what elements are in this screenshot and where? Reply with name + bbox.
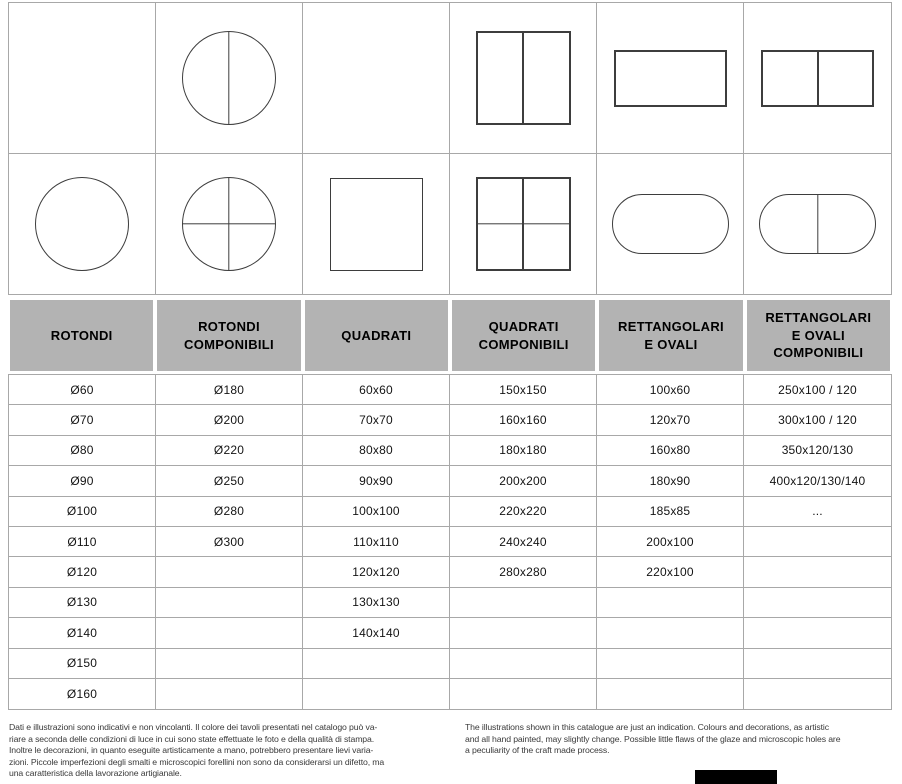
size-cell: Ø200 [156,405,303,435]
shape-cell [156,154,303,294]
size-cell: 220x100 [597,557,744,587]
size-cell: 250x100 / 120 [744,375,891,405]
text-line: Inoltre le decorazioni, in quanto eseguite artisticamente a mano, potrebbero presentare lievi varia- [9,745,374,755]
size-cell: Ø130 [9,588,156,618]
size-cell [744,649,891,679]
size-cell [744,679,891,709]
size-cell [303,649,450,679]
size-cell [450,588,597,618]
text-line: a peculiarity of the craft made process. [465,745,610,755]
size-cell: Ø300 [156,527,303,557]
size-cell [156,649,303,679]
size-cell: 300x100 / 120 [744,405,891,435]
size-cell: Ø70 [9,405,156,435]
size-cell: Ø60 [9,375,156,405]
shape-cell [9,154,156,294]
shape-cell [450,154,597,294]
size-cell: 80x80 [303,436,450,466]
size-cell: Ø120 [9,557,156,587]
size-cell: ... [744,497,891,527]
column-header-quadrati: QUADRATI [305,300,448,371]
disclaimer-italian [9,722,455,780]
size-cell: Ø250 [156,466,303,496]
text-line: riare a seconda delle condizioni di luce in cui sono state effettuate le foto e della qualità di stampa. [9,733,375,744]
size-cell [597,588,744,618]
square-split-4-icon [476,177,571,271]
shape-cell [9,3,156,154]
size-cell: 60x60 [303,375,450,405]
size-cell [450,649,597,679]
size-cell: 110x110 [303,527,450,557]
size-cell [597,618,744,648]
size-cell: 120x70 [597,405,744,435]
rectangle-icon [614,50,727,107]
size-cell: 140x140 [303,618,450,648]
size-cell: Ø110 [9,527,156,557]
size-cell [450,618,597,648]
size-cell: Ø220 [156,436,303,466]
shape-cell [597,3,744,154]
size-cell: 240x240 [450,527,597,557]
shape-cell [303,3,450,154]
size-cell: 100x100 [303,497,450,527]
size-cell: 180x90 [597,466,744,496]
catalog-table [8,2,892,710]
text-line: Dati e illustrazioni sono indicativi e non vincolanti. Il colore dei tavoli presentati nel catalogo può va- [9,722,378,732]
column-header-rotondi-componibili: ROTONDI COMPONIBILI [157,300,300,371]
size-cell: 160x160 [450,405,597,435]
shape-cell [450,3,597,154]
column-header-row [8,300,892,371]
size-cell: Ø180 [156,375,303,405]
square-split-2-icon [476,31,571,125]
size-cell: 70x70 [303,405,450,435]
size-cell: Ø140 [9,618,156,648]
size-cell [744,588,891,618]
size-cell: 200x200 [450,466,597,496]
column-header-quadrati-componibili: QUADRATI COMPONIBILI [452,300,595,371]
size-cell: Ø280 [156,497,303,527]
size-cell [156,618,303,648]
size-table [8,374,892,710]
shape-cell [744,3,891,154]
text-line: zioni. Piccole imperfezioni degli smalti e microscopici forellini non sono da considerarsi un difetto, ma [9,756,385,767]
shape-diagram-grid [8,2,892,295]
size-cell: Ø80 [9,436,156,466]
size-cell: 150x150 [450,375,597,405]
size-cell [303,679,450,709]
size-cell: 185x85 [597,497,744,527]
shape-cell [597,154,744,294]
oval-split-2-icon [759,194,876,254]
size-cell: 100x60 [597,375,744,405]
size-cell: Ø100 [9,497,156,527]
rectangle-split-2-icon [761,50,874,107]
shape-cell [156,3,303,154]
size-cell [450,679,597,709]
size-cell: 90x90 [303,466,450,496]
text-line: The illustrations shown in this catalogue are just an indication. Colours and decorations, as artistic [465,722,829,732]
size-cell [744,527,891,557]
oval-icon [612,194,729,254]
circle-split-4-icon [182,177,276,271]
size-cell: 220x220 [450,497,597,527]
column-header-rettangolari-ovali: RETTANGOLARI E OVALI [599,300,742,371]
column-header-rettangolari-ovali-componibili: RETTANGOLARI E OVALI COMPONIBILI [747,300,890,371]
size-cell: Ø150 [9,649,156,679]
disclaimer-english [465,722,893,780]
size-cell: 350x120/130 [744,436,891,466]
size-cell [156,679,303,709]
size-cell: 180x180 [450,436,597,466]
text-line: and all hand painted, may slightly change. Possible little flaws of the glaze and microscopic holes are [465,733,841,744]
size-cell: 200x100 [597,527,744,557]
size-cell: Ø160 [9,679,156,709]
circle-icon [35,177,129,271]
shape-cell [303,154,450,294]
text-line: una caratteristica della lavorazione artigianale. [9,768,182,778]
redacted-logo-bar [695,770,777,784]
square-icon [330,178,423,271]
shape-cell [744,154,891,294]
size-cell: 130x130 [303,588,450,618]
size-cell [156,588,303,618]
size-cell: 280x280 [450,557,597,587]
size-cell: 160x80 [597,436,744,466]
size-cell [744,618,891,648]
size-cell: 120x120 [303,557,450,587]
size-cell [597,649,744,679]
size-cell [156,557,303,587]
column-header-rotondi: ROTONDI [10,300,153,371]
size-cell: 400x120/130/140 [744,466,891,496]
size-cell [597,679,744,709]
circle-split-2-icon [182,31,276,125]
size-cell [744,557,891,587]
size-cell: Ø90 [9,466,156,496]
